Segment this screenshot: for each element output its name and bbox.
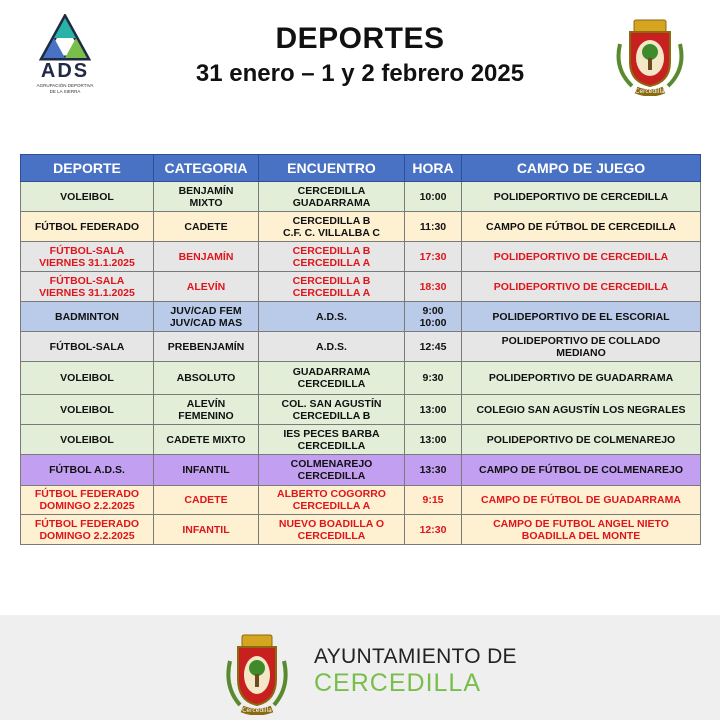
cell-hora (405, 395, 462, 425)
cell-categoria (154, 455, 259, 486)
table-row (21, 242, 701, 272)
cell-line: ALBERTO COGORRO (277, 488, 386, 500)
ads-logo (30, 14, 100, 120)
cell-encuentro (259, 515, 405, 545)
cell-campo (462, 362, 701, 395)
cell-hora (405, 302, 462, 332)
poster-header (0, 0, 720, 150)
cell-line: 9:15 (422, 494, 444, 506)
cell-line: 10:00 (419, 190, 447, 203)
cell-hora (405, 425, 462, 455)
cell-line: POLIDEPORTIVO DE EL ESCORIAL (492, 310, 670, 323)
cell-campo (462, 302, 701, 332)
cell-line: CAMPO DE FÚTBOL DE CERCEDILLA (486, 220, 676, 233)
cell-line: A.D.S. (316, 340, 347, 353)
cell-line: POLIDEPORTIVO DE CERCEDILLA (493, 190, 669, 203)
cell-line: 13:00 (419, 433, 447, 446)
ads-subtitle-1: AGRUPACIÓN DEPORTIVA (36, 83, 94, 88)
cell-hora (405, 182, 462, 212)
cell-line: CERCEDILLA A (292, 500, 371, 512)
table-row (21, 332, 701, 362)
cell-categoria (154, 486, 259, 515)
cell-campo (462, 515, 701, 545)
cell-line: POLIDEPORTIVO DE GUADARRAMA (488, 372, 674, 384)
cell-encuentro (259, 395, 405, 425)
cell-campo (462, 212, 701, 242)
cell-deporte (21, 182, 154, 212)
cell-hora (405, 272, 462, 302)
col-header-deporte: DEPORTE (21, 155, 154, 182)
cell-encuentro (259, 272, 405, 302)
cell-deporte (21, 486, 154, 515)
cell-categoria (154, 332, 259, 362)
cell-line: CERCEDILLA A (292, 256, 371, 269)
cell-line: CERCEDILLA B (292, 214, 371, 227)
cell-line: FEMENINO (178, 409, 234, 422)
cell-line: A.D.S. (316, 310, 347, 323)
crest-icon (224, 631, 290, 715)
cell-line: ALEVÍN (186, 280, 226, 293)
cell-line: FÚTBOL-SALA (49, 274, 125, 287)
cell-line: VIERNES 31.1.2025 (39, 286, 135, 299)
schedule-table (20, 154, 701, 545)
cell-encuentro (259, 455, 405, 486)
cell-line: 11:30 (419, 220, 447, 233)
cercedilla-crest-bottom (224, 631, 290, 715)
cell-encuentro (259, 302, 405, 332)
table-row (21, 515, 701, 545)
cell-campo (462, 425, 701, 455)
cell-line: CERCEDILLA A (292, 286, 371, 299)
cell-line: CAMPO DE FÚTBOL DE COLMENAREJO (479, 464, 683, 476)
table-row (21, 212, 701, 242)
cell-line: FÚTBOL FEDERADO (34, 220, 140, 233)
cell-hora (405, 486, 462, 515)
cell-line: DOMINGO 2.2.2025 (39, 529, 135, 542)
table-header-row (21, 155, 701, 182)
cell-categoria (154, 242, 259, 272)
cell-campo (462, 486, 701, 515)
cell-line: GUADARRAMA (292, 196, 371, 209)
cell-line: ABSOLUTO (176, 372, 236, 384)
cell-line: POLIDEPORTIVO DE COLLADO (501, 334, 661, 347)
cell-categoria (154, 515, 259, 545)
cell-line: CERCEDILLA B (292, 274, 371, 287)
col-header-campo: CAMPO DE JUEGO (462, 155, 701, 182)
cell-line: 9:30 (422, 372, 444, 384)
footer-line2: CERCEDILLA (314, 669, 481, 697)
cell-line: FÚTBOL-SALA (49, 244, 125, 257)
cell-line: ALEVÍN (186, 397, 226, 410)
cell-line: 13:30 (419, 464, 447, 476)
cell-hora (405, 332, 462, 362)
ads-subtitle-2: DE LA SIERRA (49, 89, 81, 94)
cell-line: CERCEDILLA (297, 439, 366, 452)
cell-line: CADETE (184, 220, 228, 233)
cell-line: CERCEDILLA B (292, 244, 371, 257)
cell-line: FÚTBOL FEDERADO (34, 488, 140, 500)
cell-categoria (154, 182, 259, 212)
cell-categoria (154, 362, 259, 395)
cell-encuentro (259, 425, 405, 455)
crest-bottom-label: Cercedilla (242, 707, 272, 714)
cell-deporte (21, 302, 154, 332)
cell-encuentro (259, 212, 405, 242)
cell-campo (462, 242, 701, 272)
cell-campo (462, 332, 701, 362)
cell-line: VOLEIBOL (60, 190, 114, 203)
table-row (21, 486, 701, 515)
cell-line: NUEVO BOADILLA O (278, 517, 385, 530)
cell-line: CAMPO DE FÚTBOL DE GUADARRAMA (481, 494, 681, 506)
cell-deporte (21, 515, 154, 545)
cell-deporte (21, 212, 154, 242)
cell-line: JUV/CAD FEM (170, 304, 242, 317)
poster-title-block (130, 22, 590, 88)
footer-banner (0, 615, 720, 720)
cell-encuentro (259, 332, 405, 362)
cell-deporte (21, 455, 154, 486)
table-row (21, 302, 701, 332)
cell-line: 12:30 (419, 523, 447, 536)
cell-line: BENJAMÍN (178, 184, 234, 197)
cell-categoria (154, 425, 259, 455)
cell-line: C.F. C. VILLALBA C (282, 226, 381, 239)
cell-line: VOLEIBOL (60, 372, 114, 384)
cell-categoria (154, 395, 259, 425)
cell-campo (462, 272, 701, 302)
ads-name: ADS (40, 60, 90, 82)
table-row (21, 425, 701, 455)
cell-deporte (21, 362, 154, 395)
cell-line: INFANTIL (182, 464, 230, 476)
cell-categoria (154, 272, 259, 302)
cell-line: CERCEDILLA (297, 470, 366, 482)
cell-line: JUV/CAD MAS (169, 316, 243, 329)
cell-line: VOLEIBOL (60, 433, 114, 446)
cell-line: BADMINTON (55, 310, 119, 323)
cell-hora (405, 455, 462, 486)
cell-line: MEDIANO (556, 346, 606, 359)
cell-line: COLMENAREJO (290, 458, 373, 470)
table-row (21, 182, 701, 212)
cell-categoria (154, 212, 259, 242)
ads-triangle-icon (39, 14, 91, 62)
cell-line: CERCEDILLA (297, 378, 366, 390)
cell-encuentro (259, 486, 405, 515)
cell-campo (462, 455, 701, 486)
cell-line: COLEGIO SAN AGUSTÍN LOS NEGRALES (476, 403, 686, 416)
cell-hora (405, 362, 462, 395)
cell-line: FÚTBOL-SALA (49, 340, 125, 353)
page-subtitle: 31 enero – 1 y 2 febrero 2025 (195, 60, 525, 87)
footer-line1: AYUNTAMIENTO DE (314, 645, 517, 668)
cell-line: FÚTBOL FEDERADO (34, 517, 140, 530)
cell-deporte (21, 332, 154, 362)
cell-campo (462, 395, 701, 425)
cell-line: BOADILLA DEL MONTE (521, 529, 641, 542)
cell-line: 10:00 (419, 316, 447, 329)
page-title: DEPORTES (275, 22, 445, 55)
cell-encuentro (259, 362, 405, 395)
cell-line: GUADARRAMA (292, 366, 371, 378)
cell-hora (405, 515, 462, 545)
cell-line: POLIDEPORTIVO DE CERCEDILLA (493, 250, 669, 263)
cell-categoria (154, 302, 259, 332)
crest-icon (612, 14, 688, 96)
table-row (21, 272, 701, 302)
cell-line: 17:30 (419, 250, 447, 263)
cell-line: CERCEDILLA (297, 184, 366, 197)
cell-line: FÚTBOL A.D.S. (49, 464, 125, 476)
cell-line: CADETE (184, 494, 228, 506)
cell-line: VOLEIBOL (60, 403, 114, 416)
cell-deporte (21, 425, 154, 455)
cell-deporte (21, 242, 154, 272)
cell-campo (462, 182, 701, 212)
cell-hora (405, 242, 462, 272)
cell-line: 9:00 (422, 304, 444, 317)
crest-top-label: Cercedilla (635, 88, 665, 95)
cell-encuentro (259, 242, 405, 272)
cell-line: CAMPO DE FUTBOL ANGEL NIETO (493, 517, 669, 530)
cercedilla-crest-top (612, 14, 688, 96)
cell-line: 18:30 (419, 280, 447, 293)
cell-deporte (21, 272, 154, 302)
cell-hora (405, 212, 462, 242)
col-header-categoria: CATEGORIA (154, 155, 259, 182)
cell-line: 12:45 (419, 340, 447, 353)
cell-line: CERCEDILLA B (292, 409, 371, 422)
cell-line: 13:00 (419, 403, 447, 416)
cell-deporte (21, 395, 154, 425)
table-row (21, 395, 701, 425)
schedule-body (21, 182, 701, 545)
table-row (21, 362, 701, 395)
cell-line: IES PECES BARBA (283, 427, 380, 440)
cell-line: BENJAMÍN (178, 250, 234, 263)
cell-line: DOMINGO 2.2.2025 (39, 500, 135, 512)
col-header-encuentro: ENCUENTRO (259, 155, 405, 182)
cell-line: CERCEDILLA (297, 529, 366, 542)
cell-line: POLIDEPORTIVO DE CERCEDILLA (493, 280, 669, 293)
cell-line: COL. SAN AGUSTÍN (281, 397, 382, 410)
cell-encuentro (259, 182, 405, 212)
cell-line: MIXTO (189, 196, 223, 209)
cell-line: INFANTIL (182, 523, 230, 536)
col-header-hora: HORA (405, 155, 462, 182)
cell-line: CADETE MIXTO (166, 433, 246, 446)
table-row (21, 455, 701, 486)
cell-line: VIERNES 31.1.2025 (39, 256, 135, 269)
cell-line: PREBENJAMÍN (167, 340, 245, 353)
cell-line: POLIDEPORTIVO DE COLMENAREJO (486, 433, 676, 446)
